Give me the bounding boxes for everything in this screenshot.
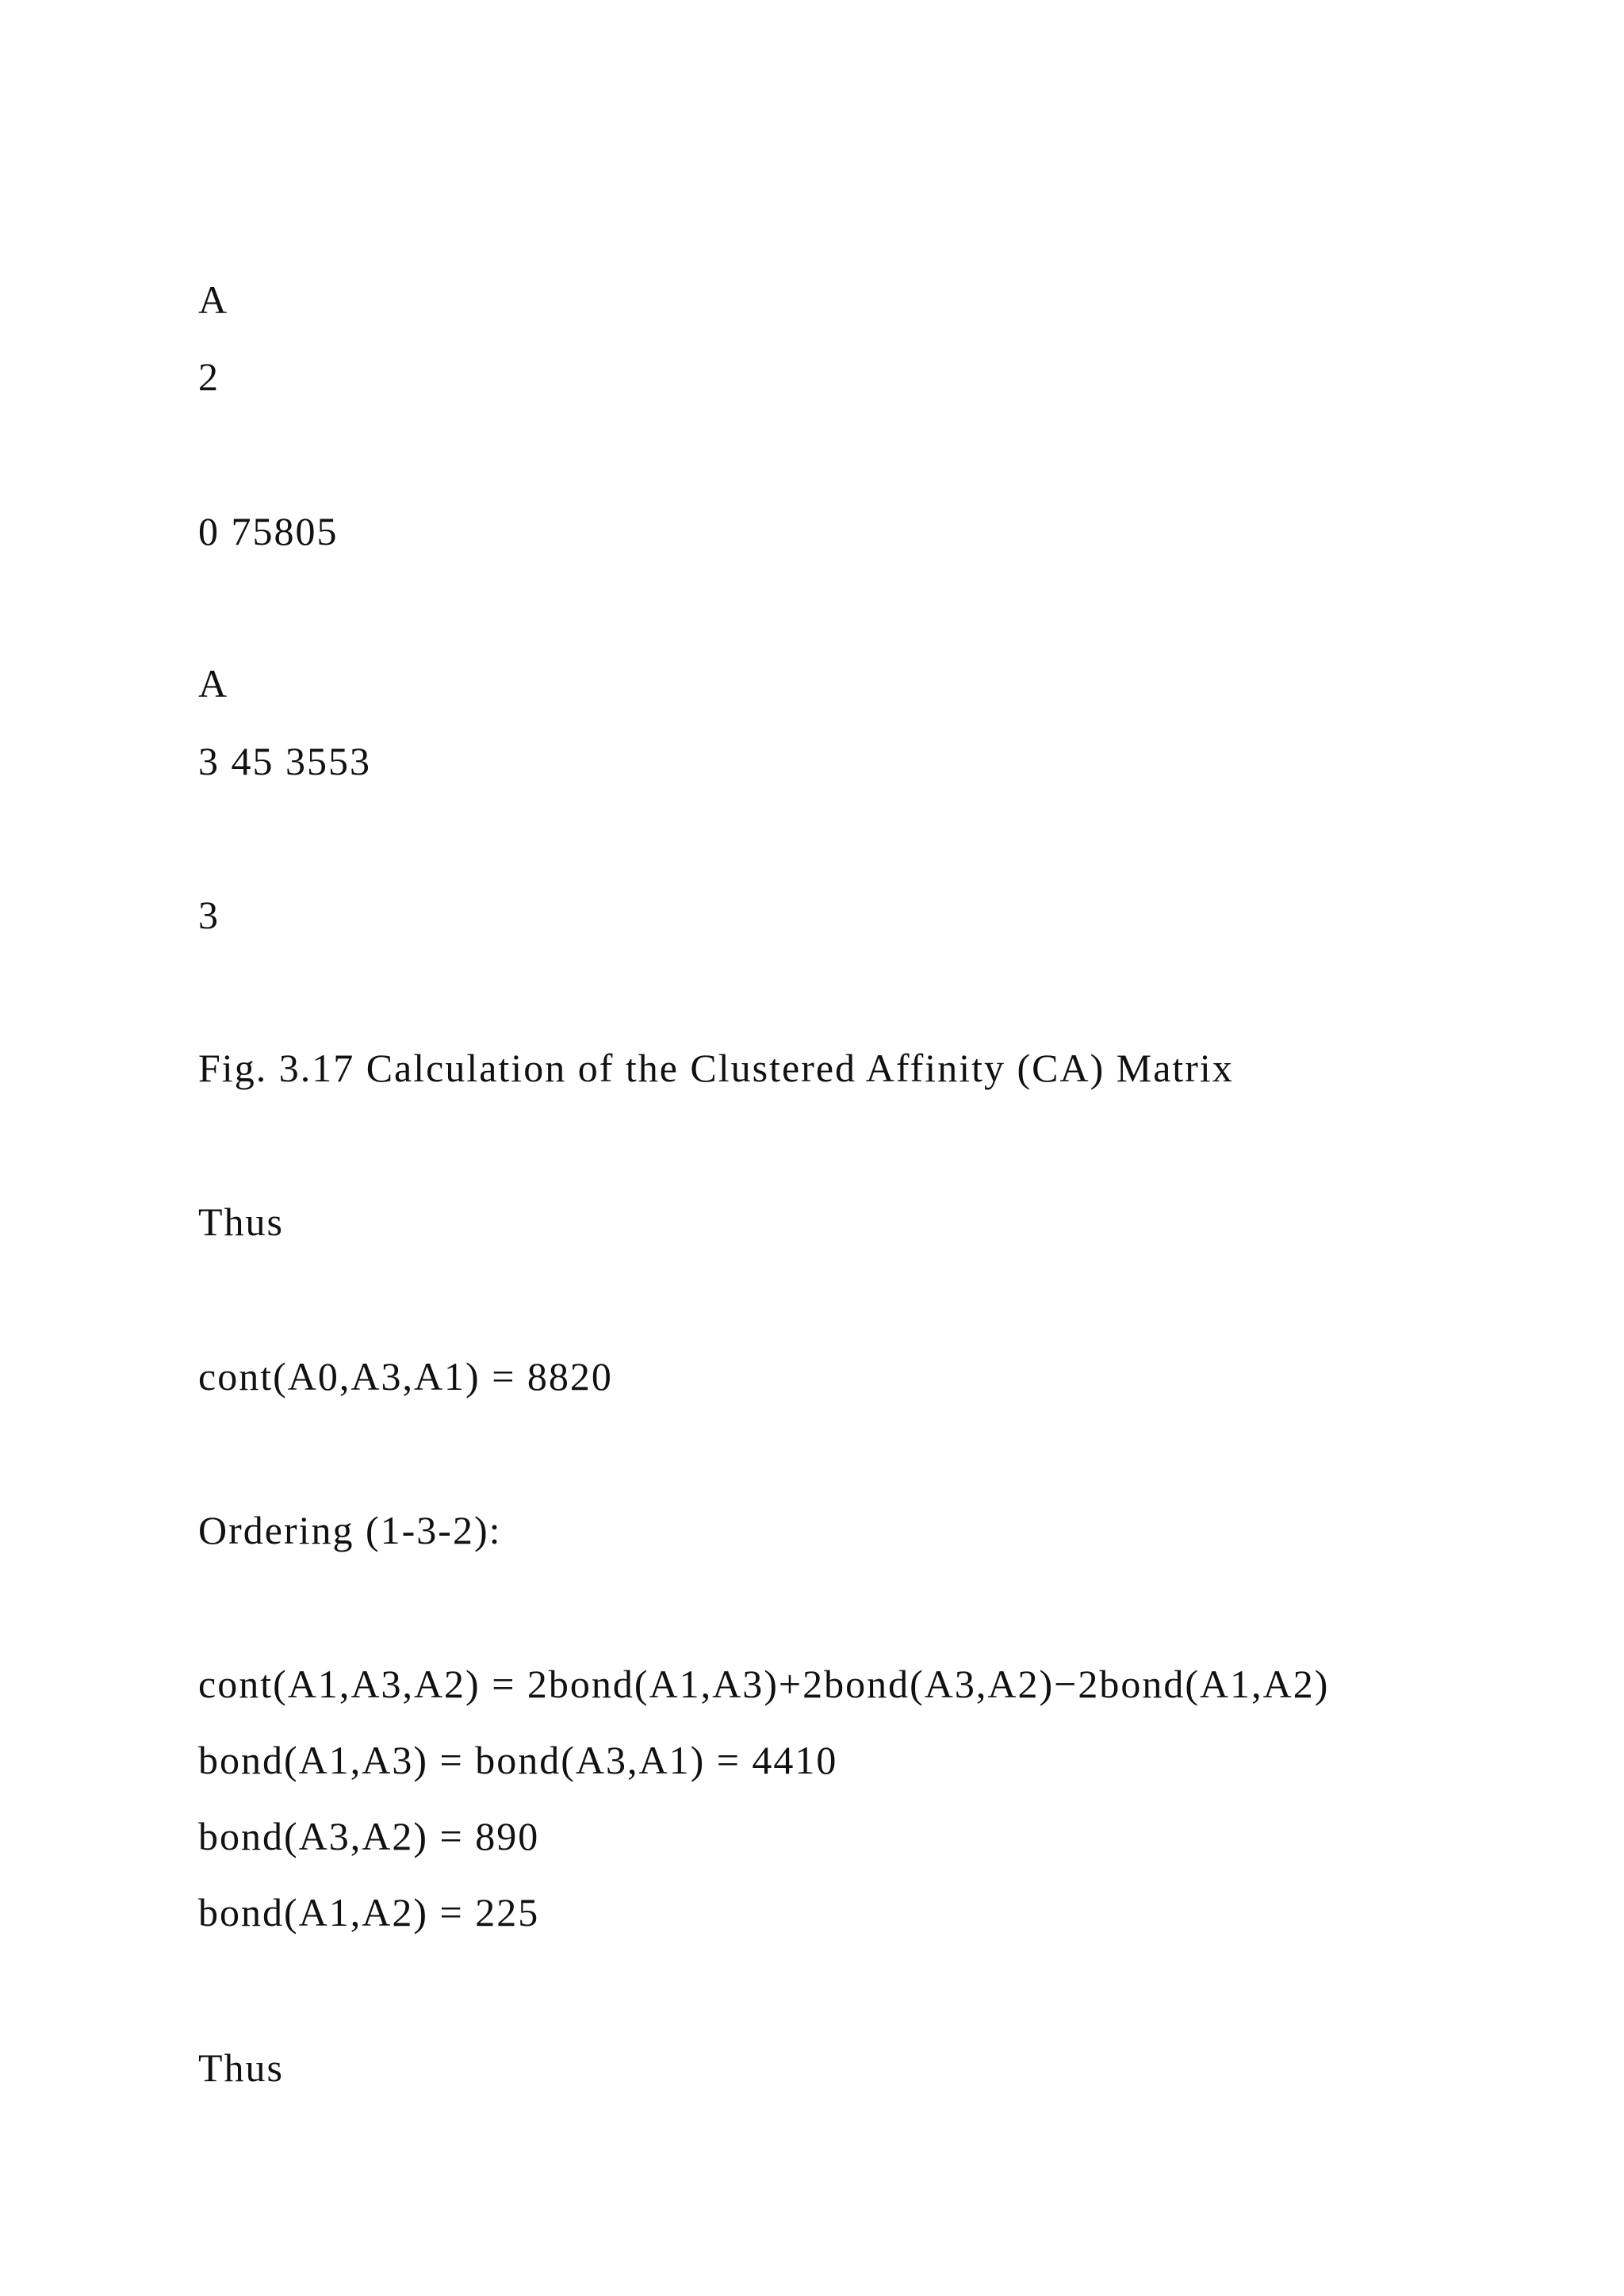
- equation-bond-a1-a2: bond(A1,A2) = 225: [198, 1890, 540, 1934]
- equation-cont-a0-a3-a1: cont(A0,A3,A1) = 8820: [198, 1354, 613, 1399]
- equation-bond-a1-a3: bond(A1,A3) = bond(A3,A1) = 4410: [198, 1738, 838, 1782]
- equation-cont-a1-a3-a2: cont(A1,A3,A2) = 2bond(A1,A3)+2bond(A3,A2)−2bond(A1,A2): [198, 1662, 1330, 1706]
- text-line-2: 2: [198, 354, 220, 399]
- text-line-thus-1: Thus: [198, 1200, 284, 1244]
- text-line-a-1: A: [198, 277, 229, 322]
- text-line-values-2: 3 45 3553: [198, 739, 371, 783]
- text-line-values-1: 0 75805: [198, 509, 339, 553]
- ordering-heading: Ordering (1-3-2):: [198, 1508, 502, 1552]
- text-line-thus-2: Thus: [198, 2045, 284, 2090]
- equation-bond-a3-a2: bond(A3,A2) = 890: [198, 1814, 540, 1858]
- text-line-a-2: A: [198, 661, 229, 706]
- figure-caption: Fig. 3.17 Calculation of the Clustered Affinity (CA) Matrix: [198, 1046, 1234, 1090]
- text-line-3: 3: [198, 893, 220, 937]
